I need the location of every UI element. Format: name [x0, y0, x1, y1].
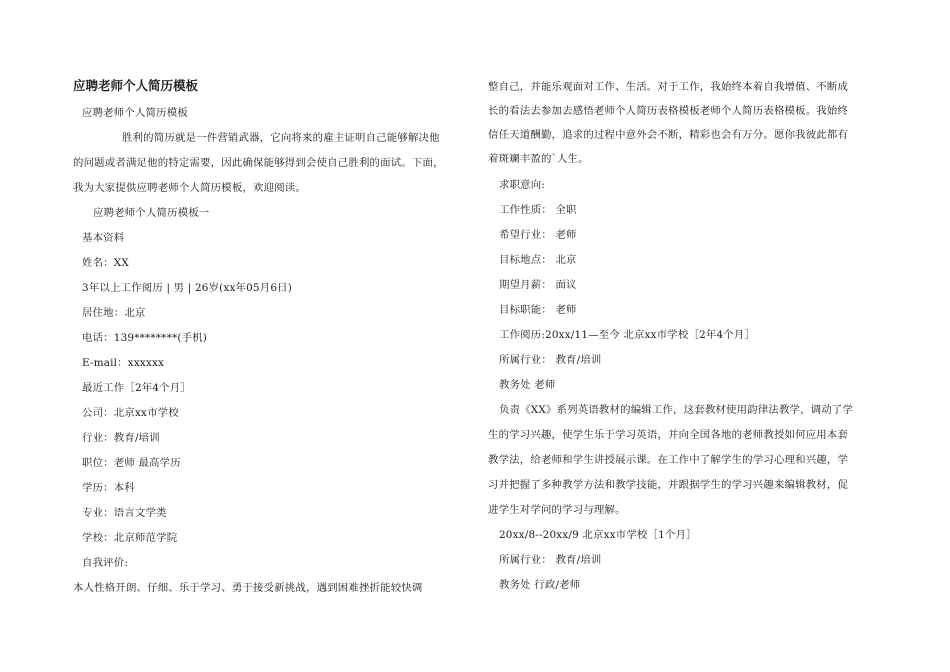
industry-field: 行业：教育/培训 — [82, 432, 160, 444]
self-evaluation-line-5: 着斑斓丰盈的`人生。 — [488, 153, 589, 165]
self-evaluation-line-3: 长的看法去参加去感悟老师个人简历表格模板老师个人简历表格模板。我始终 — [488, 105, 849, 117]
work-1-desc-line-3: 教学法，给老师和学生讲授展示课。在工作中了解学生的学习心理和兴趣，学 — [488, 454, 849, 466]
position-field: 职位：老师 最高学历 — [82, 457, 181, 469]
self-evaluation-line-2: 整自己，并能乐观面对工作、生活。对于工作，我始终本着自我增值、不断成 — [488, 81, 849, 93]
recent-work: 最近工作［2年4个月］ — [82, 382, 191, 394]
self-evaluation-heading: 自我评价: — [82, 557, 129, 569]
job-type-field: 工作性质： 全职 — [499, 204, 577, 216]
company-field: 公司：北京xx市学校 — [82, 407, 179, 419]
name-field: 姓名：XX — [82, 257, 129, 269]
target-location-field: 目标地点： 北京 — [499, 254, 577, 266]
work-1-desc-line-2: 生的学习兴趣，使学生乐于学习英语，并向全国各地的老师教授如何应用本套 — [488, 429, 849, 441]
work-history-2: 20xx/8--20xx/9 北京xx市学校［1个月］ — [499, 529, 697, 541]
major-field: 专业：语言文学类 — [82, 507, 167, 519]
work-1-industry: 所属行业： 教育/培训 — [499, 354, 602, 366]
email-field: E-mail：xxxxxx — [82, 357, 165, 369]
degree-field: 学历：本科 — [82, 482, 135, 494]
work-1-desc-line-1: 负责《XX》系列英语教材的编辑工作，这套教材使用韵律法教学，调动了学 — [499, 404, 854, 416]
self-evaluation-line-1: 本人性格开朗、仔细、乐于学习、勇于接受新挑战，遇到困难挫折能较快调 — [73, 582, 423, 594]
phone-field: 电话：139********(手机) — [82, 332, 208, 344]
basic-info-heading: 基本资料 — [82, 232, 125, 244]
section-heading: 应聘老师个人简历模板一 — [93, 207, 210, 219]
document-title: 应聘老师个人简历模板 — [73, 78, 199, 93]
desired-industry-field: 希望行业： 老师 — [499, 229, 577, 241]
work-1-desc-line-5: 进学生对学问的学习与理解。 — [488, 504, 626, 516]
work-1-desc-line-4: 习并把握了多种教学方法和教学技能，并跟据学生的学习兴趣来编辑教材，促 — [488, 479, 849, 491]
job-intention-heading: 求职意向: — [499, 179, 546, 191]
work-2-industry: 所属行业： 教育/培训 — [499, 554, 602, 566]
work-history-1: 工作阅历:20xx/11—至今 北京xx市学校［2年4个月］ — [499, 329, 756, 341]
target-function-field: 目标职能： 老师 — [499, 304, 577, 316]
intro-line-1: 胜利的简历就是一件营销武器，它向将来的雇主证明自己能够解决他 — [122, 132, 440, 144]
work-1-department: 教务处 老师 — [499, 379, 556, 391]
expected-salary-field: 期望月薪： 面议 — [499, 279, 577, 291]
work-2-department: 教务处 行政/老师 — [499, 579, 581, 591]
school-field: 学校：北京师范学院 — [82, 532, 178, 544]
intro-line-2: 的问题或者满足他的特定需要，因此确保能够得到会使自己胜利的面试。下面， — [73, 157, 444, 169]
residence-field: 居住地：北京 — [82, 307, 146, 319]
intro-line-3: 我为大家提供应聘老师个人简历模板，欢迎阅读。 — [73, 182, 306, 194]
self-evaluation-line-4: 信任天道酬勤，追求的过程中意外会不断，精彩也会有万分。愿你我彼此都有 — [488, 129, 849, 141]
experience-summary: 3年以上工作阅历 | 男 | 26岁(xx年05月6日) — [82, 282, 292, 294]
subtitle: 应聘老师个人简历模板 — [82, 107, 188, 119]
